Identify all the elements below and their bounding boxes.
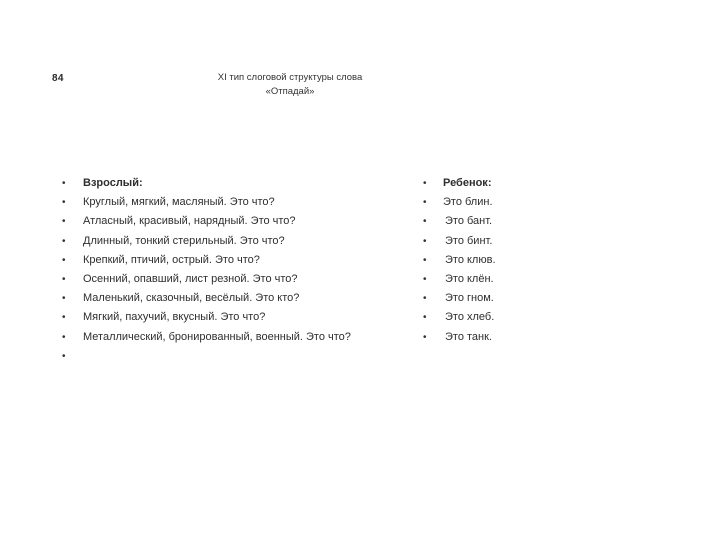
list-item <box>423 289 543 308</box>
bullet-icon: • <box>423 197 427 209</box>
child-line: Это танк. <box>445 330 492 343</box>
adult-line: Металлический, бронированный, военный. Это что? <box>83 330 351 343</box>
title-line-2: «Отпадай» <box>265 86 315 97</box>
child-list <box>423 174 543 347</box>
adult-line: Крепкий, птичий, острый. Это что? <box>83 253 260 266</box>
bullet-icon: • <box>423 273 427 285</box>
list-item <box>62 251 402 270</box>
list-item <box>423 212 543 231</box>
bullet-icon: • <box>62 254 66 266</box>
title-line-1: XI тип слоговой структуры слова <box>217 72 363 83</box>
child-line: Это бинт. <box>445 234 493 247</box>
list-item <box>423 270 543 289</box>
bullet-icon: • <box>423 312 427 324</box>
adult-line: Осенний, опавший, лист резной. Это что? <box>83 272 298 285</box>
list-item <box>62 193 402 212</box>
list-item <box>423 232 543 251</box>
bullet-icon: • <box>62 312 66 324</box>
bullet-icon: • <box>62 331 66 343</box>
list-item <box>62 308 402 327</box>
child-line: Это бант. <box>445 215 493 228</box>
bullet-icon: • <box>62 197 66 209</box>
adult-heading: Взрослый: <box>83 177 143 189</box>
bullet-icon: • <box>62 178 66 189</box>
child-line: Это гном. <box>445 292 494 305</box>
adult-line: Длинный, тонкий стерильный. Это что? <box>83 234 285 247</box>
bullet-icon: • <box>423 178 427 189</box>
bullet-icon: • <box>62 273 66 285</box>
bullet-icon: • <box>423 216 427 228</box>
list-item <box>62 212 402 231</box>
child-line: Это клён. <box>445 272 494 285</box>
bullet-icon: • <box>62 235 66 247</box>
empty-list-item <box>62 347 402 366</box>
bullet-icon: • <box>423 235 427 247</box>
list-item <box>62 328 402 347</box>
list-item <box>423 193 543 212</box>
adult-line: Маленький, сказочный, весёлый. Это кто? <box>83 292 300 305</box>
child-line: Это клюв. <box>445 253 496 266</box>
bullet-icon: • <box>62 350 66 362</box>
list-item <box>423 251 543 270</box>
list-item <box>423 308 543 327</box>
adult-heading-item <box>62 174 402 193</box>
adult-line: Круглый, мягкий, масляный. Это что? <box>83 196 275 209</box>
bullet-icon: • <box>423 331 427 343</box>
bullet-icon: • <box>62 293 66 305</box>
child-line: Это блин. <box>443 196 493 209</box>
page-title <box>180 71 400 99</box>
child-heading-item <box>423 174 543 193</box>
list-item <box>62 270 402 289</box>
page-number: 84 <box>52 73 64 84</box>
child-heading: Ребенок: <box>443 177 492 189</box>
bullet-icon: • <box>423 293 427 305</box>
adult-line: Мягкий, пахучий, вкусный. Это что? <box>83 311 266 324</box>
list-item <box>62 232 402 251</box>
child-line: Это хлеб. <box>445 311 495 324</box>
bullet-icon: • <box>423 254 427 266</box>
adult-list <box>62 174 402 366</box>
adult-line: Атласный, красивый, нарядный. Это что? <box>83 215 296 228</box>
list-item <box>62 289 402 308</box>
bullet-icon: • <box>62 216 66 228</box>
list-item <box>423 328 543 347</box>
